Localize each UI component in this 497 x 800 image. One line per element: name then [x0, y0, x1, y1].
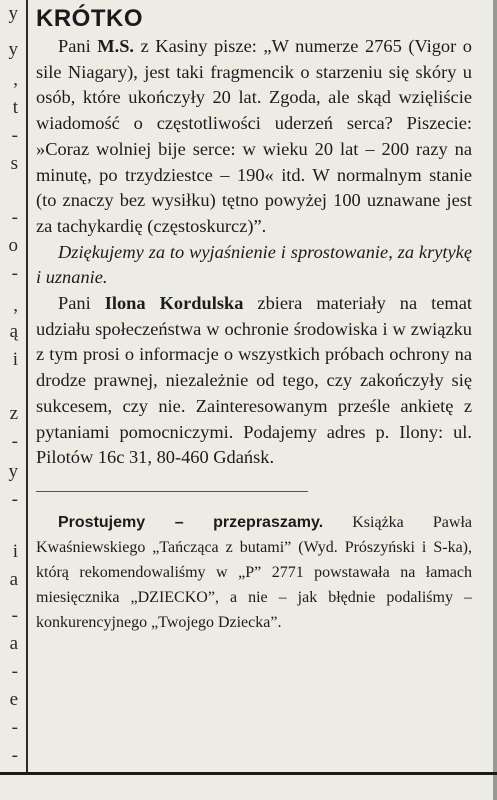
fragment: -: [11, 745, 18, 766]
reader-name: M.S.: [97, 36, 135, 56]
letter-ms: [36, 34, 472, 240]
fragment: a: [9, 569, 18, 590]
fragment: -: [11, 431, 18, 452]
fragment: i: [12, 541, 18, 562]
previous-column-fragments: [0, 0, 24, 800]
correction-note: [36, 510, 472, 635]
letter-text: z Kasiny pisze: „W numerze 2765 (Vigor o sile Niagary), jest taki fragmencik o starzeniu się skóry u osób, które ukończyły 20 lat. Zgoda, ale skąd wzięliście wiadomość o częstotliwości uderzeń serca? Piszecie: »Coraz wolniej bije serce: w wieku 20 lat – 200 razy na minutę, po trzydziestce – 190« itd. W normalnym stanie (to znaczy bez wysiłku) tętno powyżej 100 uznawane jest za tachykardię (częstoskurcz)”.: [36, 36, 472, 236]
fragment: o: [8, 235, 18, 256]
fragment: i: [12, 349, 18, 370]
fragment: ,: [13, 295, 18, 316]
text-run: Pani: [58, 293, 105, 314]
correction-label: Prostujemy – przepraszamy.: [58, 513, 324, 531]
bottom-rule: [0, 772, 497, 775]
fragment: -: [11, 125, 18, 146]
fragment: -: [11, 717, 18, 738]
fragment: y: [8, 39, 18, 60]
fragment: t: [12, 97, 18, 118]
reader-name: Ilona Kordulska: [104, 293, 244, 314]
fragment: -: [11, 489, 18, 510]
section-heading: KRÓTKO: [36, 5, 143, 32]
column-divider: [26, 0, 28, 772]
fragment: e: [9, 689, 18, 710]
fragment: ą: [9, 321, 18, 342]
fragment: s: [10, 153, 18, 174]
notice-kordulska: [36, 291, 472, 471]
fragment: -: [11, 263, 18, 284]
fragment: ,: [13, 69, 18, 90]
fragment: -: [11, 661, 18, 682]
article-column: [36, 4, 472, 635]
page-edge: [493, 0, 497, 800]
notice-text: zbiera materiały na temat udziału społeczeństwa w ochronie środowiska i w związku z tym prosi o informacje o wszystkich próbach ochrony na drodze prawnej, niezależnie od tego, czy zakończyły się sukcesem, czy nie. Zainteresowanym prześle ankietę z pytaniami pomocniczymi. Podajemy adres p. Ilony: ul. Pilotów 16c 31, 80-460 Gdańsk.: [36, 293, 472, 468]
correction-text: Książka Pawła Kwaśniewskiego „Tańcząca z butami” (Wyd. Prószyński i S-ka), którą rekomendowaliśmy w „P” 2771 powstawała na łamach miesięcznika „DZIECKO”, a nie – jak błędnie podaliśmy – konkurencyjnego „Twojego Dziecka”.: [36, 513, 472, 631]
fragment: y: [8, 3, 18, 24]
fragment: -: [11, 207, 18, 228]
editorial-reply: Dziękujemy za to wyjaśnienie i sprostowanie, za krytykę i uznanie.: [36, 241, 472, 288]
fragment: z: [9, 403, 18, 424]
fragment: a: [9, 633, 18, 654]
fragment: y: [8, 461, 18, 482]
fragment: -: [11, 605, 18, 626]
separator-line: [36, 491, 308, 492]
text-run: Pani: [58, 36, 98, 56]
